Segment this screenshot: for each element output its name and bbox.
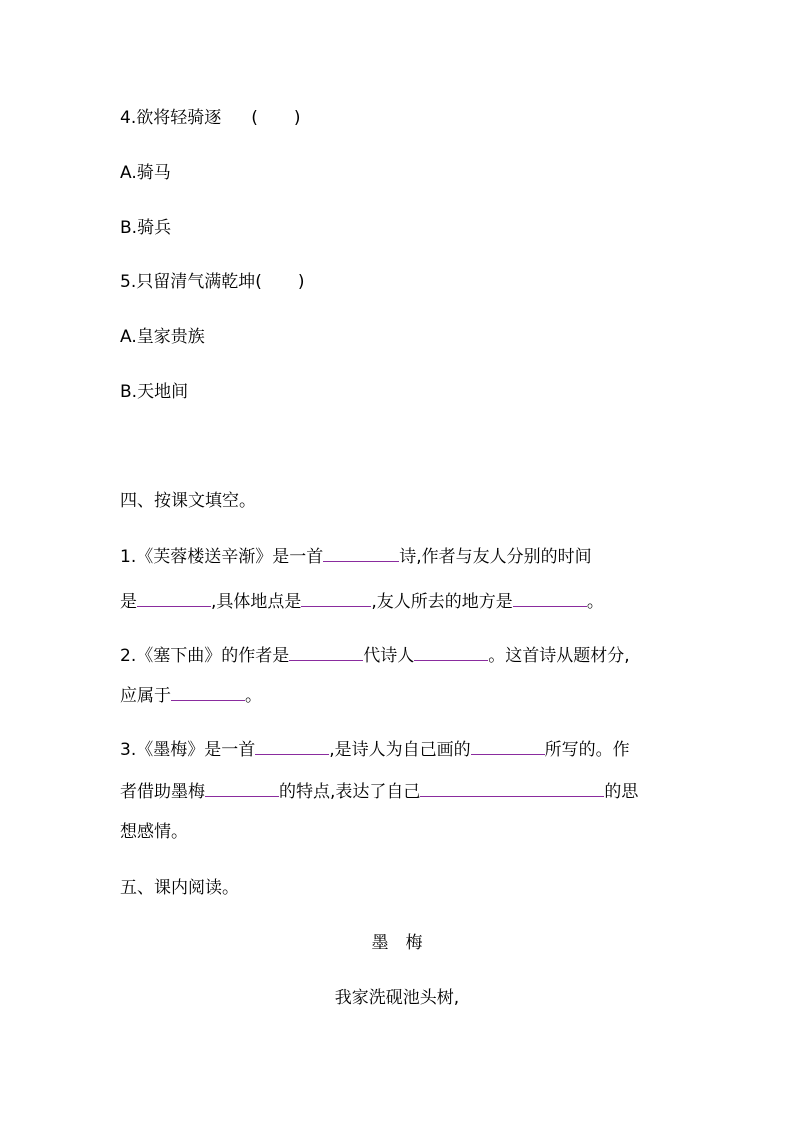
fill-question-2-text: 2.《塞下曲》的作者是 [120,646,290,666]
fill-blank[interactable] [513,589,587,607]
fill-question-3-text: 的特点,表达了自己 [279,782,421,802]
fill-question-3-text: 3.《墨梅》是一首 [120,740,256,760]
question-5-stem: 5.只留清气满乾坤 [120,272,256,292]
fill-question-2-text: 。 [245,686,262,706]
question-5-option-a: A.皇家贵族 [120,327,205,347]
fill-blank[interactable] [414,643,488,661]
fill-blank[interactable] [301,589,371,607]
question-4 [120,106,301,130]
question-4-option-a: A.骑马 [120,163,171,183]
fill-blank[interactable] [137,589,211,607]
fill-blank[interactable] [420,779,604,797]
fill-question-3-text: 者借助墨梅 [120,782,205,802]
fill-question-1-text: 1.《芙蓉楼送辛渐》是一首 [120,547,324,567]
section-4-heading: 四、按课文填空。 [120,491,256,511]
fill-question-2-line-1 [120,643,630,667]
question-5 [120,270,305,294]
poem-line-1: 我家洗砚池头树, [334,988,460,1008]
fill-question-1-text: 。 [586,592,604,612]
fill-question-2-line-2 [120,683,262,707]
section-5-heading: 五、课内阅读。 [120,878,239,898]
poem-title: 墨 梅 [371,933,423,953]
fill-blank[interactable] [255,737,329,755]
fill-question-3-line-3: 想感情。 [120,822,188,842]
fill-blank[interactable] [289,643,363,661]
fill-question-1-line-1 [120,544,592,568]
fill-question-3-line-1 [120,737,630,761]
question-4-stem: 4.欲将轻骑逐 [120,108,222,128]
fill-blank[interactable] [323,544,399,562]
answer-paren-close: ) [297,272,305,292]
answer-paren-close: ) [293,108,301,128]
fill-question-1-text: 是 [120,592,137,612]
answer-paren-open: ( [251,108,258,128]
fill-question-2-text: 代诗人 [363,646,415,666]
fill-blank[interactable] [171,683,245,701]
question-4-option-b: B.骑兵 [120,218,172,238]
question-5-option-b: B.天地间 [120,382,189,402]
fill-question-2-text: 应属于 [120,686,171,706]
fill-question-1-text: ,友人所去的地方是 [371,592,513,612]
fill-question-3-text: ,是诗人为自己画的 [329,740,471,760]
fill-question-1-text: 诗,作者与友人分别的时间 [399,547,592,567]
fill-blank[interactable] [471,737,545,755]
fill-question-3-line-2 [120,779,638,803]
fill-question-2-text: 。这首诗从题材分, [488,646,630,666]
answer-paren-open: ( [255,272,262,292]
fill-question-3-text: 所写的。作 [544,740,630,760]
fill-question-1-text: ,具体地点是 [211,592,302,612]
fill-question-1-line-2 [120,589,604,613]
fill-question-3-text: 的思 [604,782,639,802]
fill-blank[interactable] [205,779,279,797]
